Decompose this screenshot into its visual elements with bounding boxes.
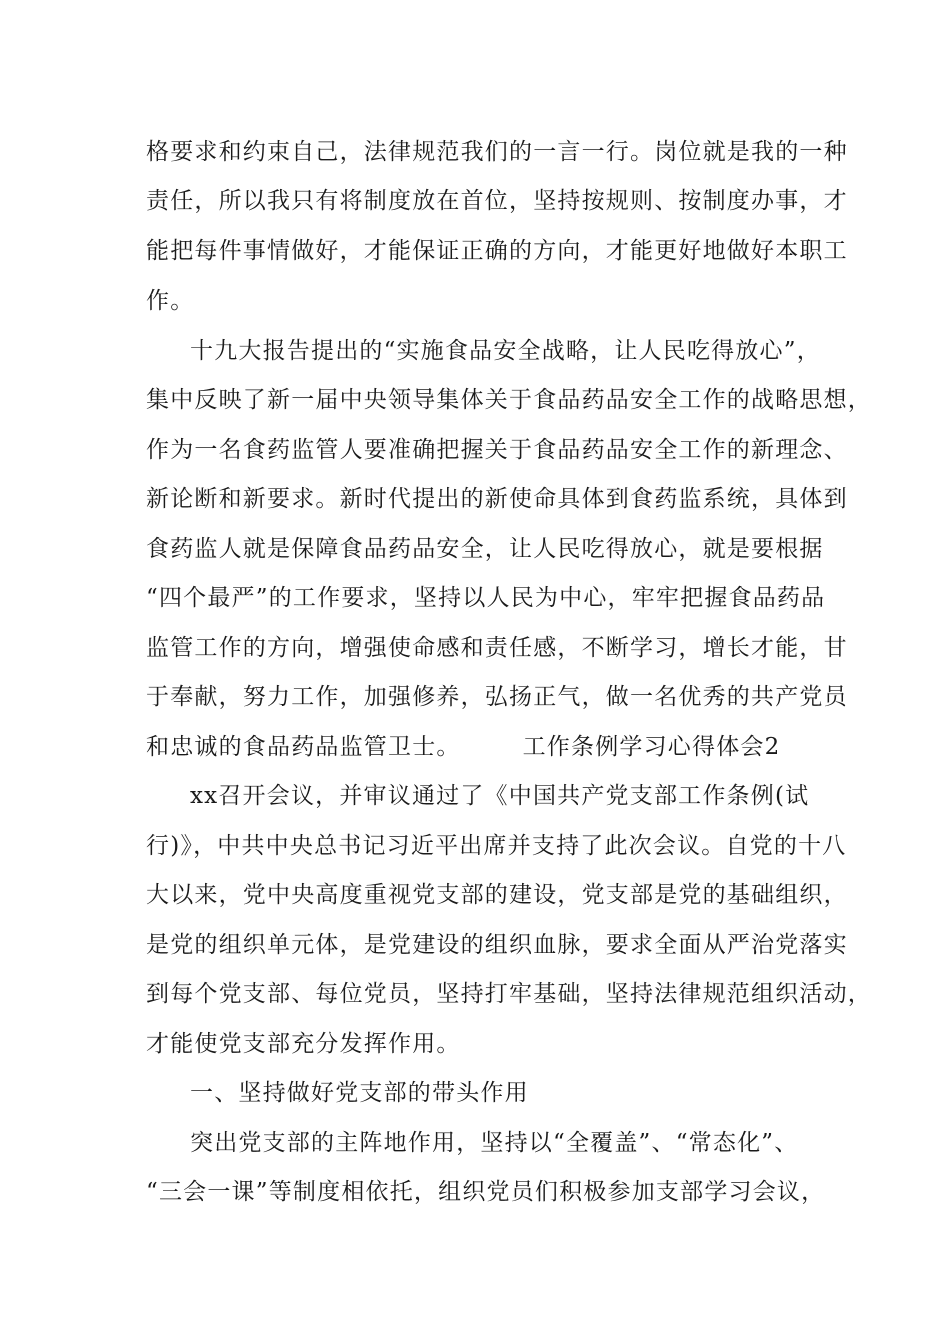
text-line: “三会一课”等制度相依托，组织党员们积极参加支部学习会议，: [146, 1179, 826, 1205]
text-line: 能把每件事情做好，才能保证正确的方向，才能更好地做好本职工: [146, 238, 848, 264]
section-heading: 工作条例学习心得体会2: [522, 734, 781, 760]
text-line: 和忠诚的食品药品监管卫士。: [146, 734, 461, 760]
text-line: 格要求和约束自己，法律规范我们的一言一行。岗位就是我的一种: [146, 139, 848, 165]
text-line-with-heading: [146, 732, 780, 762]
text-line: 责任，所以我只有将制度放在首位，坚持按规则、按制度办事，才: [146, 188, 848, 214]
text-line: 新论断和新要求。新时代提出的新使命具体到食药监系统，具体到: [146, 486, 848, 512]
text-line: 食药监人就是保障食品药品安全，让人民吃得放心，就是要根据: [146, 536, 824, 562]
text-line: 才能使党支部充分发挥作用。: [146, 1031, 461, 1057]
text-line: “四个最严”的工作要求，坚持以人民为中心，牢牢把握食品药品: [146, 585, 826, 611]
text-line: 突出党支部的主阵地作用，坚持以“全覆盖”、“常态化”、: [190, 1130, 799, 1156]
text-line: 于奉献，努力工作，加强修养，弘扬正气，做一名优秀的共产党员: [146, 684, 848, 710]
text-line: 作为一名食药监管人要准确把握关于食品药品安全工作的新理念、: [146, 437, 848, 463]
text-line: 集中反映了新一届中央领导集体关于食品药品安全工作的战略思想，: [146, 387, 872, 413]
text-line: 是党的组织单元体，是党建设的组织血脉，要求全面从严治党落实: [146, 932, 848, 958]
text-line: 作。: [146, 288, 195, 314]
text-line: 到每个党支部、每位党员，坚持打牢基础，坚持法律规范组织活动，: [146, 981, 872, 1007]
text-line: 监管工作的方向，增强使命感和责任感，不断学习，增长才能，甘: [146, 635, 848, 661]
section-subheading: 一、坚持做好党支部的带头作用: [190, 1080, 529, 1106]
text-line: xx召开会议，并审议通过了《中国共产党支部工作条例(试: [190, 783, 810, 809]
text-line: 十九大报告提出的“实施食品安全战略，让人民吃得放心”，: [190, 338, 821, 364]
text-line: 大以来，党中央高度重视党支部的建设，党支部是党的基础组织，: [146, 882, 848, 908]
text-line: 行)》，中共中央总书记习近平出席并支持了此次会议。自党的十八: [146, 833, 847, 859]
